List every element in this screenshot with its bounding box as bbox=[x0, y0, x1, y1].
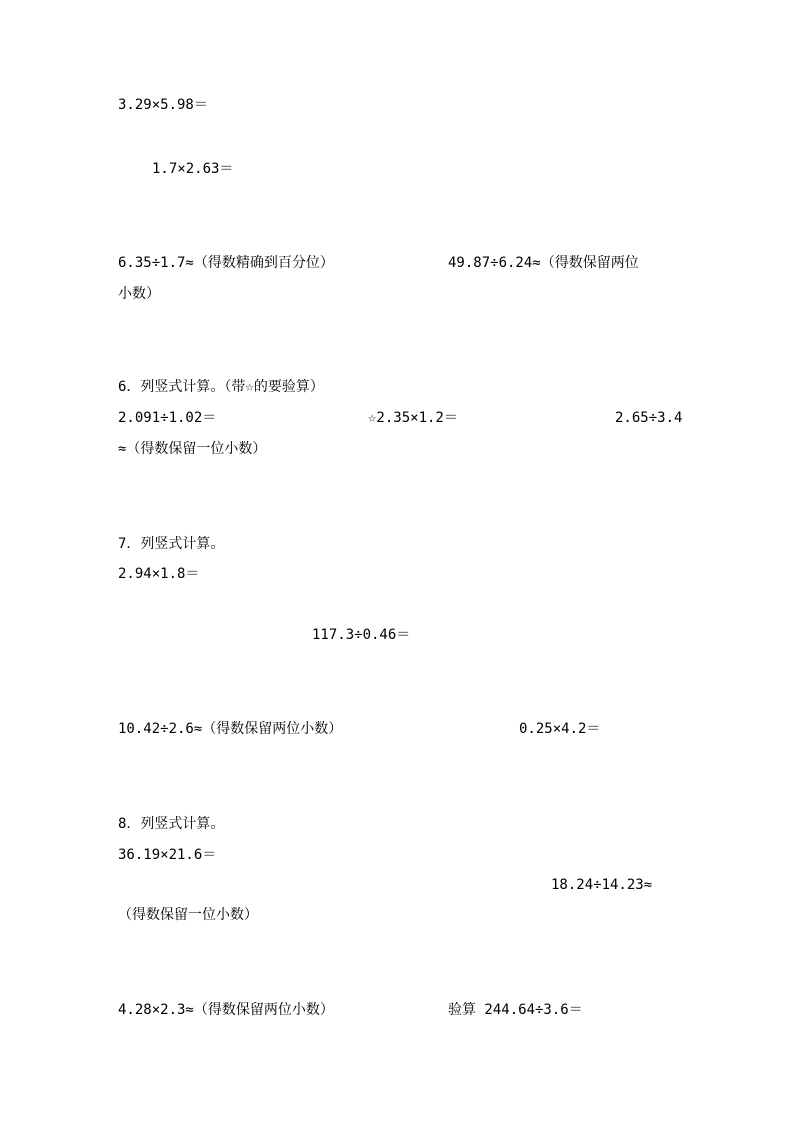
problem-0-25x4-2: 0.25×4.2＝ bbox=[519, 721, 601, 737]
problem-6-35div1-7: 6.35÷1.7≈（得数精确到百分位） bbox=[118, 255, 334, 271]
problem-36-19x21-6: 36.19×21.6＝ bbox=[118, 847, 217, 863]
problem-10-42div2-6: 10.42÷2.6≈（得数保留两位小数） bbox=[118, 721, 343, 737]
problem-3-29x5-98: 3.29×5.98＝ bbox=[118, 97, 208, 113]
section-8-heading: 8．列竖式计算。 bbox=[118, 816, 225, 832]
problem-18-24div14-23: 18.24÷14.23≈ bbox=[551, 877, 653, 893]
section-7-heading: 7．列竖式计算。 bbox=[118, 536, 225, 552]
problem-2-65div3-4-continued: ≈（得数保留一位小数） bbox=[118, 441, 267, 457]
problem-check-244-64div3-6: 验算 244.64÷3.6＝ bbox=[448, 1002, 583, 1018]
problem-4-28x2-3: 4.28×2.3≈（得数保留两位小数） bbox=[118, 1002, 334, 1018]
problem-18-24div14-23-continued: （得数保留一位小数） bbox=[118, 907, 258, 923]
problem-117-3div0-46: 117.3÷0.46＝ bbox=[312, 627, 411, 643]
problem-49-87div6-24-continued: 小数） bbox=[118, 286, 160, 302]
problem-2-65div3-4: 2.65÷3.4 bbox=[615, 410, 683, 426]
problem-2-94x1-8: 2.94×1.8＝ bbox=[118, 566, 200, 582]
problem-1-7x2-63: 1.7×2.63＝ bbox=[152, 161, 234, 177]
problem-49-87div6-24: 49.87÷6.24≈（得数保留两位 bbox=[448, 255, 639, 271]
problem-2-091div1-02: 2.091÷1.02＝ bbox=[118, 410, 217, 426]
problem-star-2-35x1-2: ☆2.35×1.2＝ bbox=[368, 410, 458, 426]
section-6-heading: 6．列竖式计算。（带☆的要验算） bbox=[118, 379, 324, 395]
